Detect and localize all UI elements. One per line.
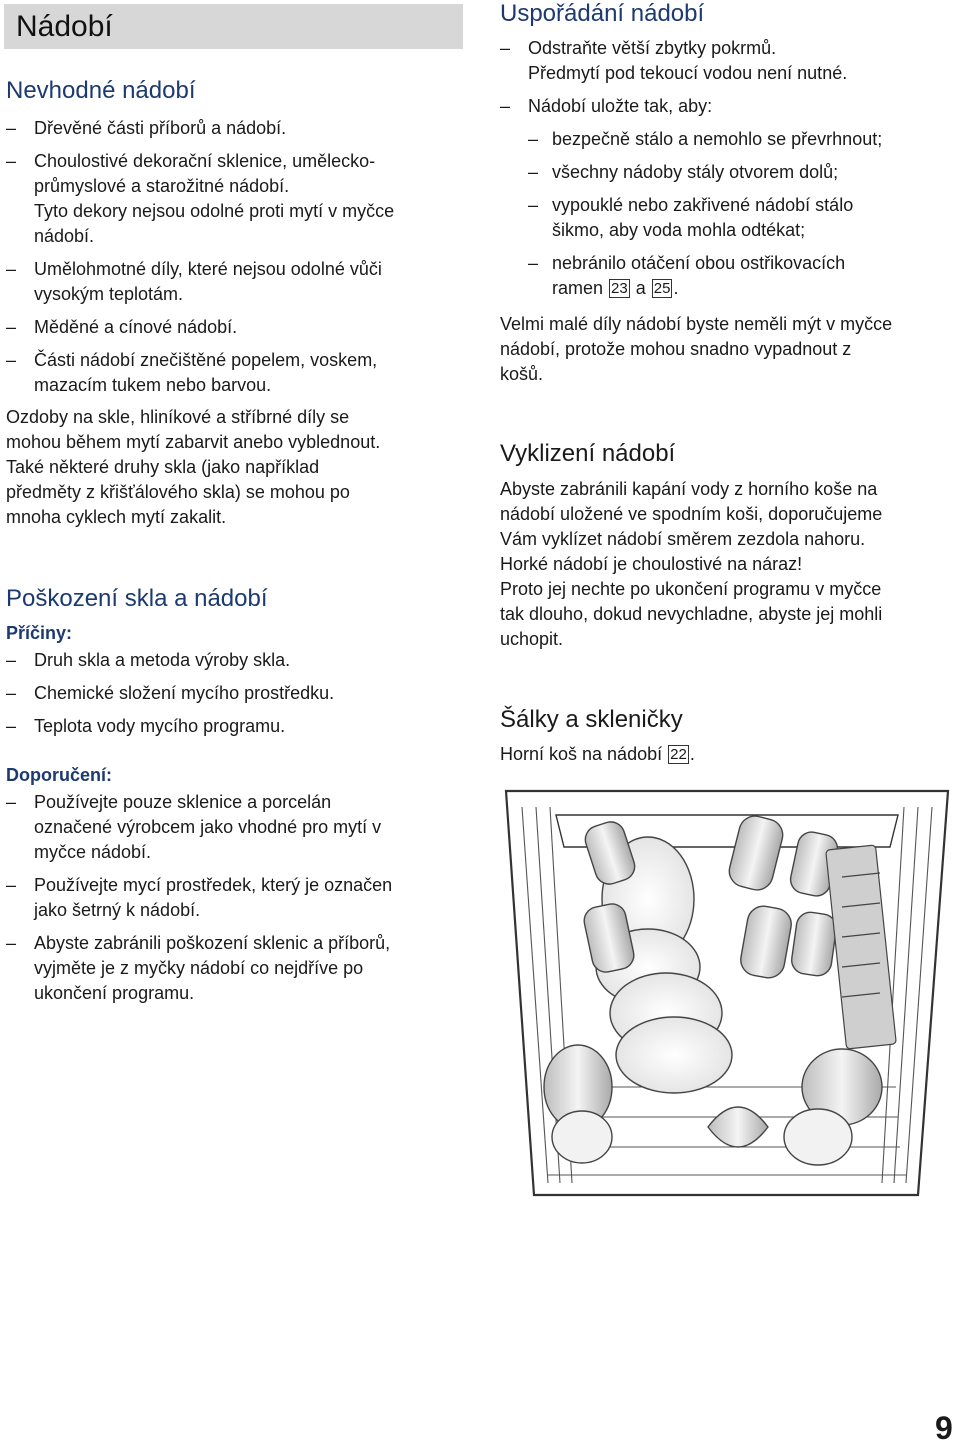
list-item: – Umělohmotné díly, které nejsou odolné vůči vysokým teplotám. xyxy=(6,259,382,304)
arrange-note: Velmi malé díly nádobí byste neměli mýt v myčce nádobí, protože mohou snadno vypadnout z košů. xyxy=(500,314,893,384)
page-title: Nádobí xyxy=(16,10,113,43)
cups-text: Horní koš na nádobí 22 . xyxy=(500,744,695,764)
unsuitable-note: Ozdoby na skle, hliníkové a stříbrné díly se mohou během mytí zabarvit anebo vyblednout. Také některé druhy skla (jako například předměty z křišťálového skla) se mohou po mnoha cyklech mytí zakalit. xyxy=(6,407,381,527)
list-item: – Teplota vody mycího programu. xyxy=(6,716,286,736)
part-number-badge: 22 xyxy=(670,746,687,763)
unsuitable-list xyxy=(6,116,394,398)
arrange-sublist xyxy=(500,127,882,301)
list-item: – Části nádobí znečištěné popelem, voskem, mazacím tukem nebo barvou. xyxy=(6,350,378,395)
dish-basket-illustration xyxy=(498,787,956,1209)
part-number-badge: 25 xyxy=(653,280,671,297)
page-title-bar xyxy=(4,4,463,49)
causes-list xyxy=(6,648,334,739)
list-item: – všechny nádoby stály otvorem dolů; xyxy=(528,162,839,182)
list-item: – Používejte pouze sklenice a porcelán označené výrobcem jako vhodné pro mytí v myčce nádobí. xyxy=(6,792,382,862)
list-item: – Nádobí uložte tak, aby: xyxy=(500,96,713,116)
page-number: 9 xyxy=(935,1410,953,1446)
heading-unload: Vyklizení nádobí xyxy=(500,440,676,467)
list-item: – Používejte mycí prostředek, který je označen jako šetrný k nádobí. xyxy=(6,875,393,920)
recommend-label: Doporučení: xyxy=(6,765,112,785)
causes-label: Příčiny: xyxy=(6,623,73,643)
list-item: – nebránilo otáčení obou ostřikovacích ramen 23 a 25 . xyxy=(528,253,846,298)
part-number-badge: 23 xyxy=(611,280,628,297)
list-item: – vypouklé nebo zakřivené nádobí stálo šikmo, aby voda mohla odtékat; xyxy=(528,195,854,240)
cutlery-rack xyxy=(826,845,897,1049)
list-item: – Chemické složení mycího prostředku. xyxy=(6,683,335,703)
list-item: – Měděné a cínové nádobí. xyxy=(6,317,238,337)
list-item: – Choulostivé dekorační sklenice, umělecko- průmyslové a starožitné nádobí. Tyto dekory nejsou odolné proti mytí v myčce nádobí. xyxy=(6,151,395,246)
list-item: – Dřevěné části příborů a nádobí. xyxy=(6,118,287,138)
list-item: – Abyste zabránili poškození sklenic a příborů, vyjměte je z myčky nádobí co nejdříve po ukončení programu. xyxy=(6,933,391,1003)
heading-damage: Poškození skla a nádobí xyxy=(6,585,268,612)
heading-cups: Šálky a skleničky xyxy=(500,706,683,733)
unload-text: Abyste zabránili kapání vody z horního koše na nádobí uložené ve spodním koši, doporučujeme Vám vyklízet nádobí směrem zezdola nahoru. Horké nádobí je choulostivé na náraz! Proto jej nechte po ukončení programu v myčce tak dlouho, dokud nevychladne, abyste jej mohli uchopit. xyxy=(500,479,883,649)
arrange-list xyxy=(500,36,882,301)
list-item: – bezpečně stálo a nemohlo se převrhnout; xyxy=(528,129,883,149)
recommend-list xyxy=(6,790,392,1006)
list-item: – Druh skla a metoda výroby skla. xyxy=(6,650,291,670)
heading-unsuitable: Nevhodné nádobí xyxy=(6,77,196,104)
heading-arrange: Uspořádání nádobí xyxy=(500,0,705,27)
list-item: – Odstraňte větší zbytky pokrmů. Předmytí pod tekoucí vodou není nutné. xyxy=(500,38,848,83)
